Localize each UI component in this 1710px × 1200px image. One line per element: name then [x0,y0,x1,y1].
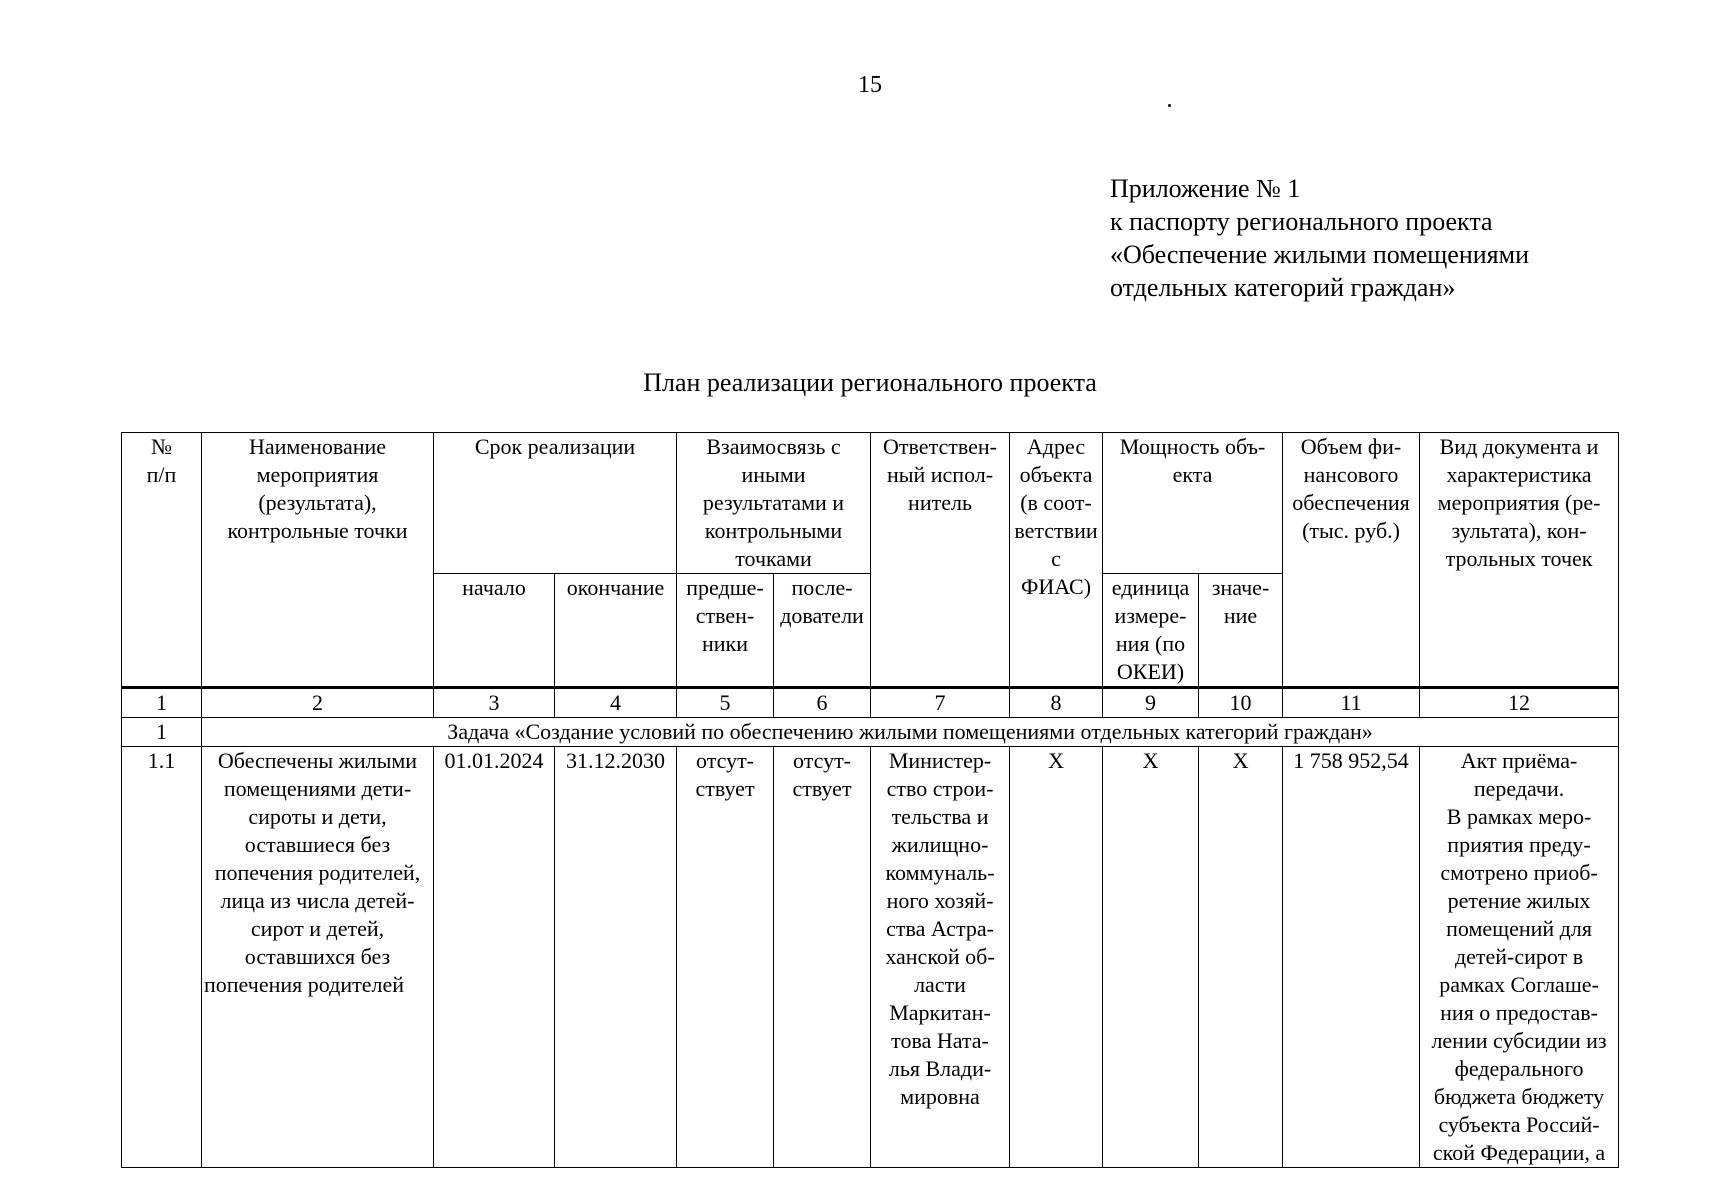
column-number: 7 [871,688,1010,718]
row-pred: отсут- ствует [677,747,774,1168]
column-number: 2 [202,688,434,718]
column-number: 11 [1283,688,1420,718]
column-number: 10 [1199,688,1283,718]
table-row [122,747,1619,1168]
row-unit: Х [1103,747,1199,1168]
header-capacity-value: значе- ние [1199,574,1283,688]
header-term-end: окончание [555,574,677,688]
column-number: 9 [1103,688,1199,718]
appendix-line: к паспорту регионального проекта [1110,207,1493,236]
header-capacity: Мощность объ- екта [1103,433,1283,574]
column-number-row [122,688,1619,718]
row-value: Х [1199,747,1283,1168]
header-num: № п/п [122,433,202,688]
row-start: 01.01.2024 [434,747,555,1168]
column-number: 5 [677,688,774,718]
column-number: 12 [1420,688,1619,718]
column-number: 3 [434,688,555,718]
plan-table [121,432,1619,1168]
header-address: Адрес объекта (в соот- ветствии с ФИАС) [1010,433,1103,688]
header-term-start: начало [434,574,555,688]
column-number: 4 [555,688,677,718]
appendix-block [1110,172,1529,304]
row-funding: 1 758 952,54 [1283,747,1420,1168]
task-text: Задача «Создание условий по обеспечению жилыми помещениями отдельных категорий граждан» [202,718,1619,747]
column-number: 6 [774,688,871,718]
header-links-post: после- дователи [774,574,871,688]
row-doc: Акт приёма- передачи. В рамках меро- приятия преду- смотрено приоб- ретение жилых помещений для детей-сирот в рамках Соглаше- ния о предостав- лении субсидии из федерального бюджета бюджету субъекта Россий- ской Федерации, а [1420,747,1619,1168]
plan-title: План реализации регионального проекта [643,368,1097,397]
header-name: Наименование мероприятия (результата), контрольные точки [202,433,434,688]
appendix-line: «Обеспечение жилыми помещениями [1110,240,1529,269]
header-term: Срок реализации [434,433,677,574]
row-name: Обеспечены жилыми помещениями дети-сироты и дети, оставшиеся без попечения родителей, лица из числа детей-сирот и детей, оставшихся без попечения родителей [202,747,434,1168]
task-row [122,718,1619,747]
appendix-line: отдельных категорий граждан» [1110,273,1456,302]
header-responsible: Ответствен- ный испол- нитель [871,433,1010,688]
header-row-1 [122,433,1619,574]
scan-speck [1168,104,1171,107]
header-doc-type: Вид документа и характеристика мероприятия (ре- зультата), кон- трольных точек [1420,433,1619,688]
header-links-pred: предше- ствен- ники [677,574,774,688]
header-links: Взаимосвязь с иными результатами и контрольными точками [677,433,871,574]
page-number: 15 [858,72,882,98]
task-num: 1 [122,718,202,747]
row-num: 1.1 [122,747,202,1168]
row-post: отсут- ствует [774,747,871,1168]
header-funding: Объем фи- нансового обеспечения (тыс. руб.) [1283,433,1420,688]
row-address: Х [1010,747,1103,1168]
row-end: 31.12.2030 [555,747,677,1168]
appendix-line: Приложение № 1 [1110,174,1301,203]
column-number: 1 [122,688,202,718]
column-number: 8 [1010,688,1103,718]
row-responsible: Министер- ство строи- тельства и жилищно- коммуналь- ного хозяй- ства Астра- ханской об- ласти Маркитан- това Ната- лья Влади- мировна [871,747,1010,1168]
header-capacity-unit: единица измере- ния (по ОКЕИ) [1103,574,1199,688]
